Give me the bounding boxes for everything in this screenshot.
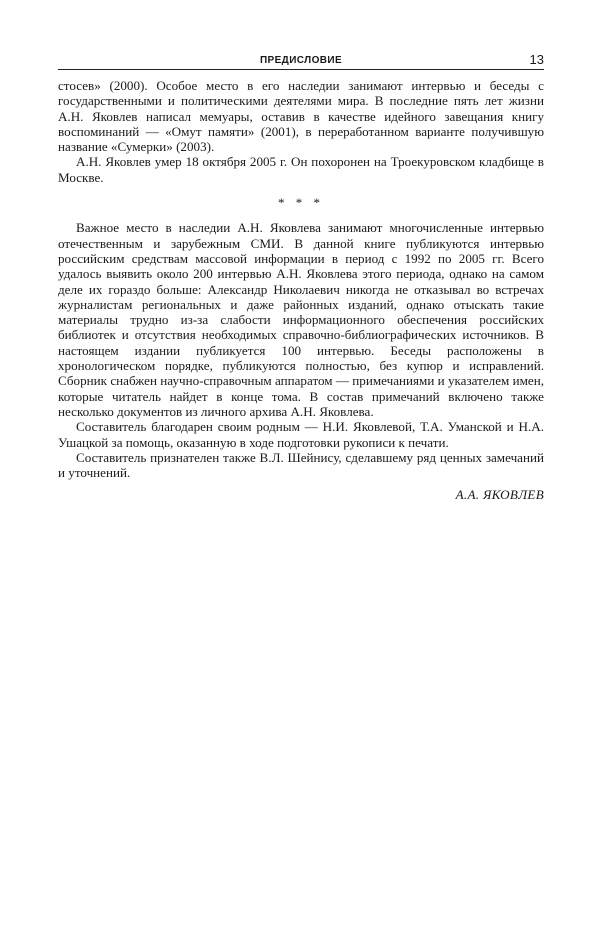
paragraph-death: А.Н. Яковлев умер 18 октября 2005 г. Он похоронен на Троекуровском кладбище в Москве. [58,154,544,185]
paragraph-interviews: Важное место в наследии А.Н. Яковлева занимают многочисленные интервью отечественным и зарубежным СМИ. В данной книге публикуются интервью российским средствам массовой информации в период с 1992 по 2005 гг. Всего удалось выявить около 200 интервью А.Н. Яковлева этого периода, однако на самом деле их гораздо больше: Александр Николаевич никогда не отказывал во встречах журналистам региональных и даже районных изданий, однако отыскать такие материалы трудно из-за слабости информационного обеспечения российских библиотек и отсутствия необходимых справочно-библиографических источников. В настоящем издании публикуется 100 интервью. Беседы расположены в хронологическом порядке, публикуются полностью, без купюр и исправлений. Сборник снабжен научно-справочным аппаратом — примечаниями и указателем имен, которые читатель найдет в конце тома. В состав примечаний включено также несколько документов из личного архива А.Н. Яковлева. [58,220,544,419]
running-header [58,53,544,70]
page [58,53,544,503]
paragraph-thanks-family: Составитель благодарен своим родным — Н.И. Яковлевой, Т.А. Уманской и Н.А. Ушацкой за помощь, оказанную в ходе подготовки рукописи к печати. [58,419,544,450]
header-title: ПРЕДИСЛОВИЕ [259,55,343,66]
page-body [58,78,544,503]
author-signature: А.А. ЯКОВЛЕВ [455,487,544,503]
page-number: 13 [529,52,544,67]
paragraph-continuation: стосев» (2000). Особое место в его наследии занимают интервью и беседы с государственными и политическими деятелями мира. В последние пять лет жизни А.Н. Яковлев написал мемуары, оставив в качестве идейного завещания книгу воспоминаний — «Омут памяти» (2001), в переработанном варианте получившую название «Сумерки» (2003). [58,78,544,155]
section-separator: * * * [278,195,324,211]
paragraph-thanks-sheinis: Составитель признателен также В.Л. Шейнису, сделавшему ряд ценных замечаний и уточнений. [58,449,544,481]
